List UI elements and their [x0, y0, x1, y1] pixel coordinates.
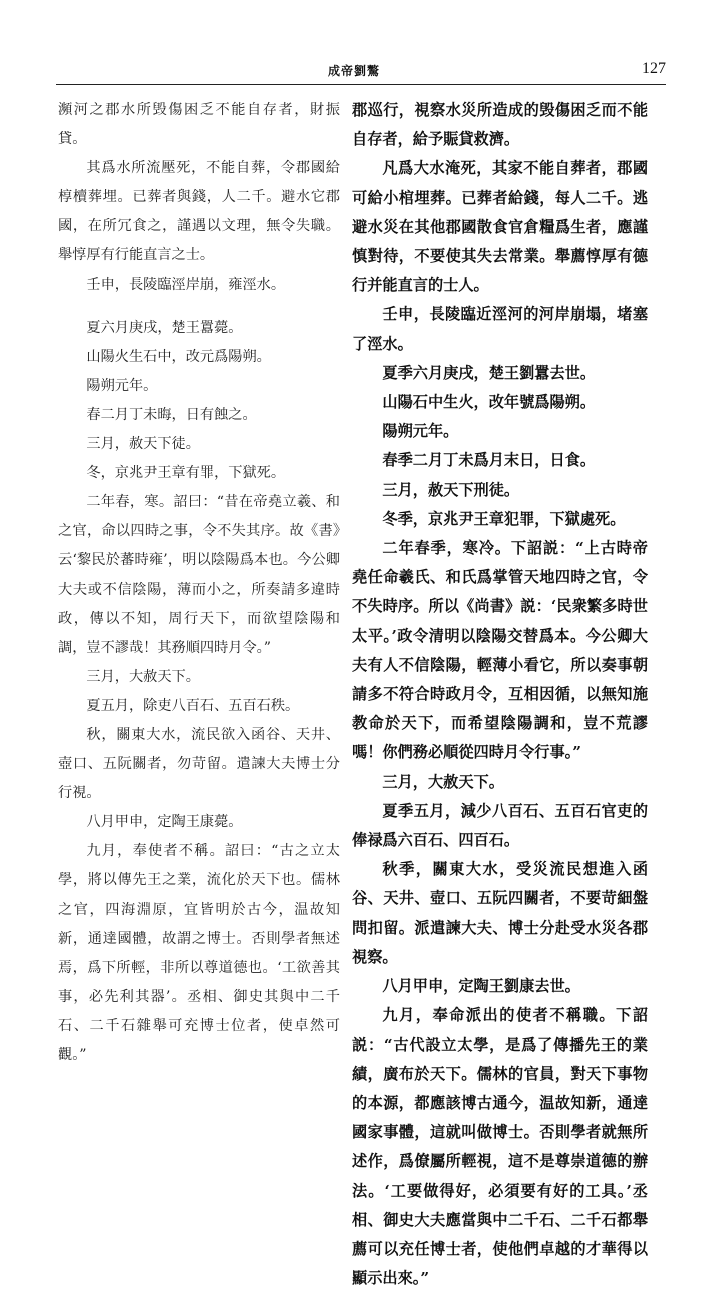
- translation-paragraph: 八月甲申，定陶王劉康去世。: [382, 977, 580, 996]
- page-header: [56, 62, 666, 84]
- classical-paragraph: 壬申，長陵臨涇岸崩，雍涇水。: [86, 276, 286, 293]
- translation-paragraph: 夏季五月，減少八百石、五百石官吏的俸禄爲六百石、四百石。: [352, 801, 648, 850]
- classical-paragraph: 瀕河之郡水所毁傷困乏不能自存者，財振貸。: [58, 102, 340, 148]
- translation-paragraph: 陽朔元年。: [382, 422, 459, 441]
- classical-paragraph: 其爲水所流壓死，不能自葬，令郡國給椁櫝葬埋。已葬者與錢，人二千。避水它郡國，在所冗食之，謹遇以文理，無令失職。舉惇厚有行能直言之士。: [58, 160, 340, 264]
- classical-paragraph: 山陽火生石中，改元爲陽朔。: [86, 348, 271, 365]
- classical-text-column: [58, 96, 340, 1070]
- classical-paragraph: 春二月丁未晦，日有蝕之。: [86, 406, 257, 423]
- translation-paragraph: 壬申，長陵臨近涇河的河岸崩塌，堵塞了涇水。: [352, 305, 648, 353]
- translation-paragraph: 夏季六月庚戌，楚王劉囂去世。: [382, 363, 596, 382]
- translation-paragraph: 山陽石中生火，改年號爲陽朔。: [382, 393, 596, 412]
- translation-paragraph: 二年春季，寒冷。下詔説：“上古時帝堯任命羲氏、和氏爲掌管天地四時之官，令不失時序。所以《尚書》説：‘民衆繁多時世太平。’政令清明以陰陽交替爲本。今公卿大夫有人不信陰陽，輕薄小看它，所以奏事朝請多不符合時政月令，互相因循，以無知施教命於天下，而希望陰陽調和，豈不荒謬嗎！你們務必順從四時月令行事。”: [352, 539, 648, 762]
- translation-paragraph: 秋季，關東大水，受災流民想進入函谷、天井、壺口、五阮四關者，不要苛細盤問扣留。派遣諫大夫、博士分赴受水災各郡視察。: [352, 860, 648, 966]
- translation-column: [352, 96, 648, 1293]
- classical-paragraph: 夏五月，除吏八百石、五百石秩。: [86, 697, 300, 714]
- page-number: 127: [642, 60, 666, 77]
- classical-paragraph: 九月，奉使者不稱。詔曰：“古之立太學，將以傳先王之業，流化於天下也。儒林之官，四海淵原，宜皆明於古今，温故知新，通達國體，故謂之博士。否則學者無述焉，爲下所輕，非所以尊道德也。‘工欲善其事，必先利其器’。丞相、御史其與中二千石、二千石雜舉可充博士位者，使卓然可觀。”: [58, 843, 340, 1063]
- classical-paragraph: 陽朔元年。: [86, 377, 158, 394]
- classical-paragraph: 夏六月庚戌，楚王囂薨。: [86, 319, 243, 336]
- classical-paragraph: 二年春，寒。詔曰：“昔在帝堯立羲、和之官，命以四時之事，令不失其序。故《書》云‘黎民於蕃時雍’，明以陰陽爲本也。今公卿大夫或不信陰陽，薄而小之，所奏請多違時政，傳以不知，周行天下，而欲望陰陽和調，豈不謬哉！其務順四時月令。”: [58, 494, 340, 656]
- translation-paragraph: 郡巡行，視察水災所造成的毁傷困乏而不能自存者，給予賑貸救濟。: [352, 101, 648, 149]
- translation-paragraph: 三月，赦天下刑徒。: [382, 480, 520, 499]
- header-rule: [56, 84, 666, 85]
- classical-paragraph: 秋，關東大水，流民欲入函谷、天井、壺口、五阮關者，勿苛留。遣諫大夫博士分行視。: [58, 726, 340, 802]
- translation-paragraph: 三月，大赦天下。: [382, 772, 504, 791]
- translation-paragraph: 春季二月丁未爲月末日，日食。: [382, 451, 596, 470]
- translation-paragraph: 九月，奉命派出的使者不稱職。下詔説：“古代設立太學，是爲了傳播先王的業績，廣布於天下。儒林的官員，對天下事物的本源，都應該博古通今，温故知新，通達國家事體，這就叫做博士。否則學者就無所述作，爲僚屬所輕視，這不是尊崇道德的辦法。‘工要做得好，必須要有好的工具。’丞相、御史大夫應當與中二千石、二千石都舉薦可以充任博士者，使他們卓越的才華得以顯示出來。”: [352, 1006, 648, 1288]
- classical-paragraph: 八月甲申，定陶王康薨。: [86, 814, 243, 831]
- translation-paragraph: 凡爲大水淹死，其家不能自葬者，郡國可給小棺埋葬。已葬者給錢，每人二千。逃避水災在其他郡國散食官倉糧爲生者，應謹慎對待，不要使其失去常業。舉薦惇厚有德行并能直言的士人。: [352, 159, 648, 295]
- translation-paragraph: 冬季，京兆尹王章犯罪，下獄處死。: [382, 509, 626, 528]
- running-title: 成帝劉驁: [328, 64, 381, 78]
- classical-paragraph: 冬，京兆尹王章有罪，下獄死。: [86, 465, 286, 482]
- classical-paragraph: 三月，赦天下徒。: [86, 436, 200, 453]
- classical-paragraph: 三月，大赦天下。: [86, 668, 200, 685]
